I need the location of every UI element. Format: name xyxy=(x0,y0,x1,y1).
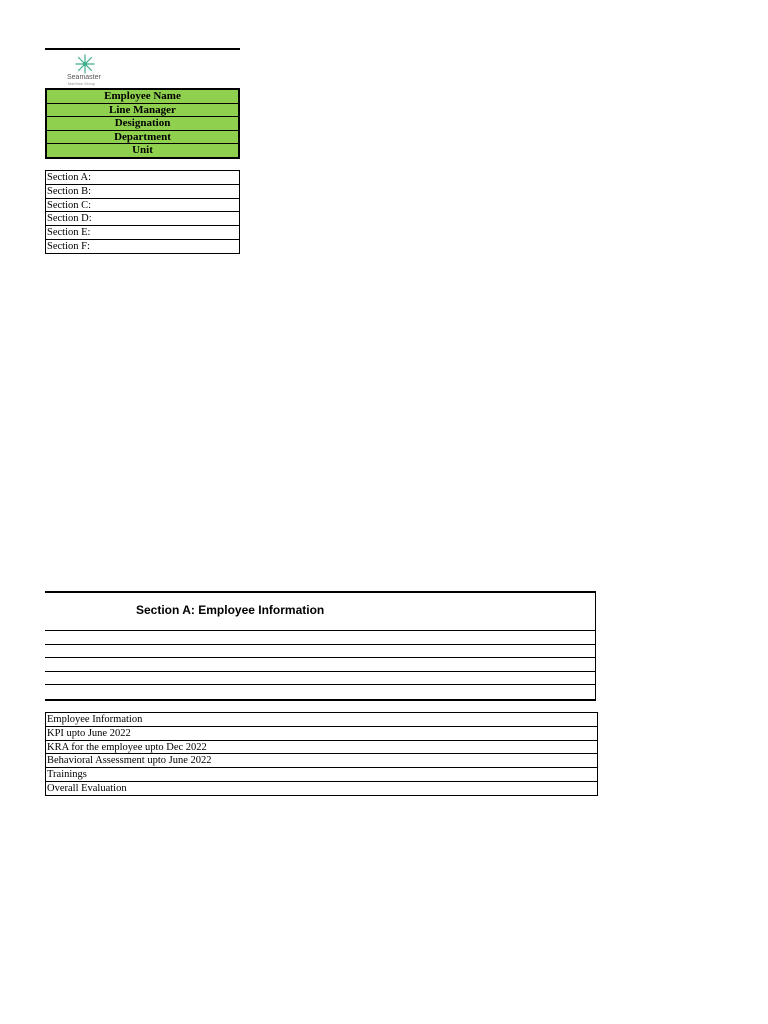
field-line-manager: Line Manager xyxy=(47,103,238,117)
section-a-row-5[interactable] xyxy=(45,684,595,685)
field-unit: Unit xyxy=(47,143,238,157)
logo-name: Seamaster xyxy=(67,74,101,81)
section-a-row-1[interactable] xyxy=(45,630,595,631)
logo-cell xyxy=(45,50,240,88)
section-b-row[interactable]: Section B: xyxy=(46,184,239,198)
contents-trainings[interactable]: Trainings xyxy=(46,767,597,781)
contents-behavioral-assessment[interactable]: Behavioral Assessment upto June 2022 xyxy=(46,753,597,767)
employee-header-block xyxy=(45,48,240,159)
field-designation: Designation xyxy=(47,116,238,130)
section-a-row[interactable]: Section A: xyxy=(47,172,92,183)
section-c-row[interactable]: Section C: xyxy=(46,198,239,212)
header-fields xyxy=(45,88,240,159)
section-a-row-3[interactable] xyxy=(45,657,595,658)
compass-star-icon xyxy=(74,54,96,74)
contents-table xyxy=(45,712,598,796)
section-f-row[interactable]: Section F: xyxy=(46,239,239,253)
contents-kra[interactable]: KRA for the employee upto Dec 2022 xyxy=(46,740,597,754)
section-a-row-4[interactable] xyxy=(45,671,595,672)
logo-subtitle: Maritime Group xyxy=(68,82,95,86)
section-e-row[interactable]: Section E: xyxy=(46,225,239,239)
section-a-row-2[interactable] xyxy=(45,644,595,645)
sections-list xyxy=(45,170,240,254)
section-d-row[interactable]: Section D: xyxy=(46,211,239,225)
contents-kpi[interactable]: KPI upto June 2022 xyxy=(46,726,597,740)
field-employee-name: Employee Name xyxy=(47,88,238,103)
section-a-title: Section A: Employee Information xyxy=(136,603,325,617)
contents-employee-information[interactable]: Employee Information xyxy=(47,714,143,725)
section-a-block xyxy=(45,591,596,701)
contents-overall-evaluation[interactable]: Overall Evaluation xyxy=(46,781,597,795)
field-department: Department xyxy=(47,130,238,144)
